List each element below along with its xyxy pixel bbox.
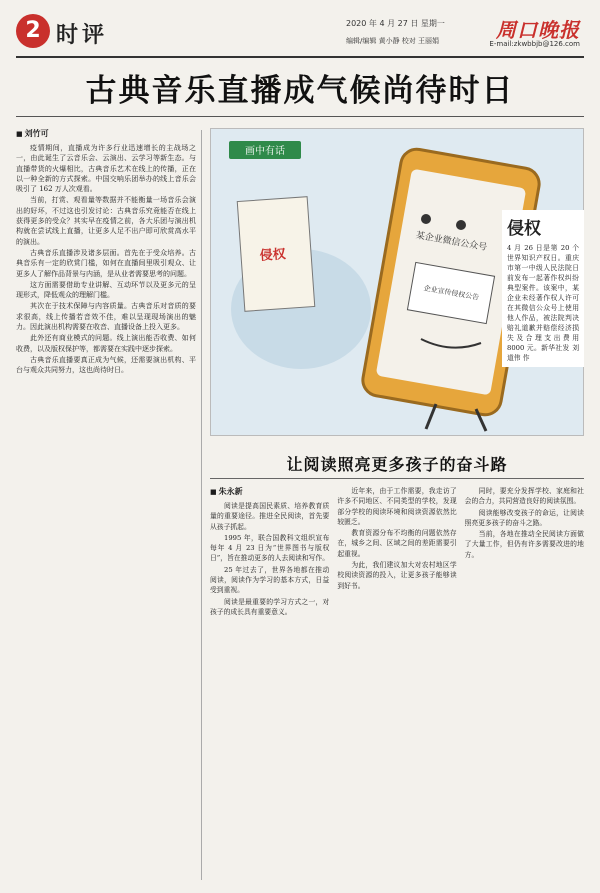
paragraph: 古典音乐直播要真正成为气候，还需要演出机构、平台与观众共同努力，这也尚待时日。	[16, 355, 196, 375]
section-title: 时评	[56, 22, 109, 48]
paper-logo: 周口晚报	[496, 18, 580, 42]
article2-author: ■ 朱永新	[210, 486, 329, 497]
paragraph: 当前，各地在推动全民阅读方面做了大量工作，但仍有许多需要改进的地方。	[464, 530, 584, 559]
article1-column	[16, 128, 196, 377]
paragraph: 同时，要充分发挥学校、家庭和社会的合力，共同营造良好的阅读氛围。	[464, 487, 584, 506]
paragraph: 古典音乐直播涉及诸多层面。首先在于受众培养。古典音乐有一定的欣赏门槛，如何在直播间里吸引观众、让更多人了解作品背景与内涵，是从业者需要思考的问题。	[16, 248, 196, 278]
article2-column	[210, 486, 329, 618]
masthead	[16, 14, 584, 58]
paragraph: 阅读是提高国民素质、培养教育质量的重要途径。推进全民阅读，首先要从孩子抓起。	[210, 502, 330, 531]
article2-rule	[210, 478, 584, 479]
paragraph: 此外还有商业模式的问题。线上演出能否收费、如何收费，以及版权保护等，都需要在实践中逐步探索。	[16, 334, 196, 353]
illustration-caption	[502, 210, 584, 367]
article2-column	[337, 486, 456, 618]
article1-author: ■ 刘竹可	[16, 128, 196, 139]
paragraph: 近年来，由于工作需要，我走访了许多不同地区、不同类型的学校，发现部分学校的阅读环境和阅读资源依然比较匮乏。	[337, 487, 457, 526]
paragraph: 疫情期间，直播成为许多行业迅速增长的主战场之一，由此诞生了云音乐会、云演出、云学习等新生态。与直播带货的火爆相比，古典音乐艺术在线上的传播，正在以一种全新的方式探索。中国交响乐团举办的线上音乐会吸引了 162 万人次观看。	[16, 144, 196, 194]
paragraph: 这方面需要借助专业讲解、互动环节以及更多元的呈现形式，降低观众的理解门槛。	[16, 280, 196, 300]
staff-line: 编辑/编辑 黄小静 校对 王丽娟	[346, 37, 440, 45]
main-headline: 古典音乐直播成气候尚待时日	[85, 73, 515, 109]
column-divider	[201, 130, 202, 880]
date-line: 2020 年 4 月 27 日 星期一	[346, 19, 445, 28]
paragraph: 其次在于技术保障与内容质量。古典音乐对音质的要求很高，线上传播若音效不佳，难以呈现现场演出的魅力。因此演出机构需要在收音、直播设备上投入更多。	[16, 302, 196, 332]
poster-text: 企业宣传侵权公告	[423, 284, 480, 302]
poster-sign: 侵权	[259, 247, 287, 264]
paragraph: 当前，打赏、观看量等数据并不能衡量一场音乐会演出的好坏，不过这也引发讨论：古典音乐究竟能否在线上获得更多的受众？其实早在疫情之前，各大乐团与演出机构就在尝试线上直播，让更多人足不出户即可欣赏高水平的演出。	[16, 196, 196, 246]
paragraph: 阅读能够改变孩子的命运，让阅读照亮更多孩子的奋斗之路。	[464, 508, 584, 527]
banner-label: 画中有话	[245, 146, 285, 157]
notice-text: 某企业微信公众号	[415, 230, 488, 254]
article2-body	[210, 486, 584, 618]
email-line: E-mail:zkwbbjb@126.com	[489, 40, 580, 48]
paragraph: 阅读是最重要的学习方式之一，对孩子的成长具有重要意义。	[210, 597, 330, 616]
header-rule	[16, 56, 584, 58]
headline-rule	[16, 116, 584, 117]
article2-column	[465, 486, 584, 618]
paragraph: 教育资源分布不均衡的问题依然存在，城乡之间、区域之间的差距需要引起重视。	[337, 529, 457, 558]
caption-title: 侵权	[507, 219, 541, 239]
paragraph: 为此，我们建议加大对农村地区学校阅读资源的投入，让更多孩子能够读到好书。	[337, 561, 457, 590]
caption-text: 4 月 26 日是第 20 个世界知识产权日。重庆市第一中级人民法院日前发布一起著作权纠纷典型案件。该案中，某企业未经著作权人许可在其微信公众号上使用他人作品，被法院判决赔礼道歉并赔偿经济损失及合理支出费用 8000 元。新华社发 刘道伟 作	[507, 244, 579, 362]
paragraph: 25 年过去了，世界各地都在推动阅读，阅读作为学习的基本方式，日益受到重视。	[210, 565, 330, 595]
article2-headline: 让阅读照亮更多孩子的奋斗路	[286, 455, 508, 474]
page-number: 2	[16, 14, 50, 48]
paragraph: 1995 年，联合国教科文组织宣布每年 4 月 23 日为“世界图书与版权日”，旨在推动更多的人去阅读和写作。	[210, 533, 330, 563]
